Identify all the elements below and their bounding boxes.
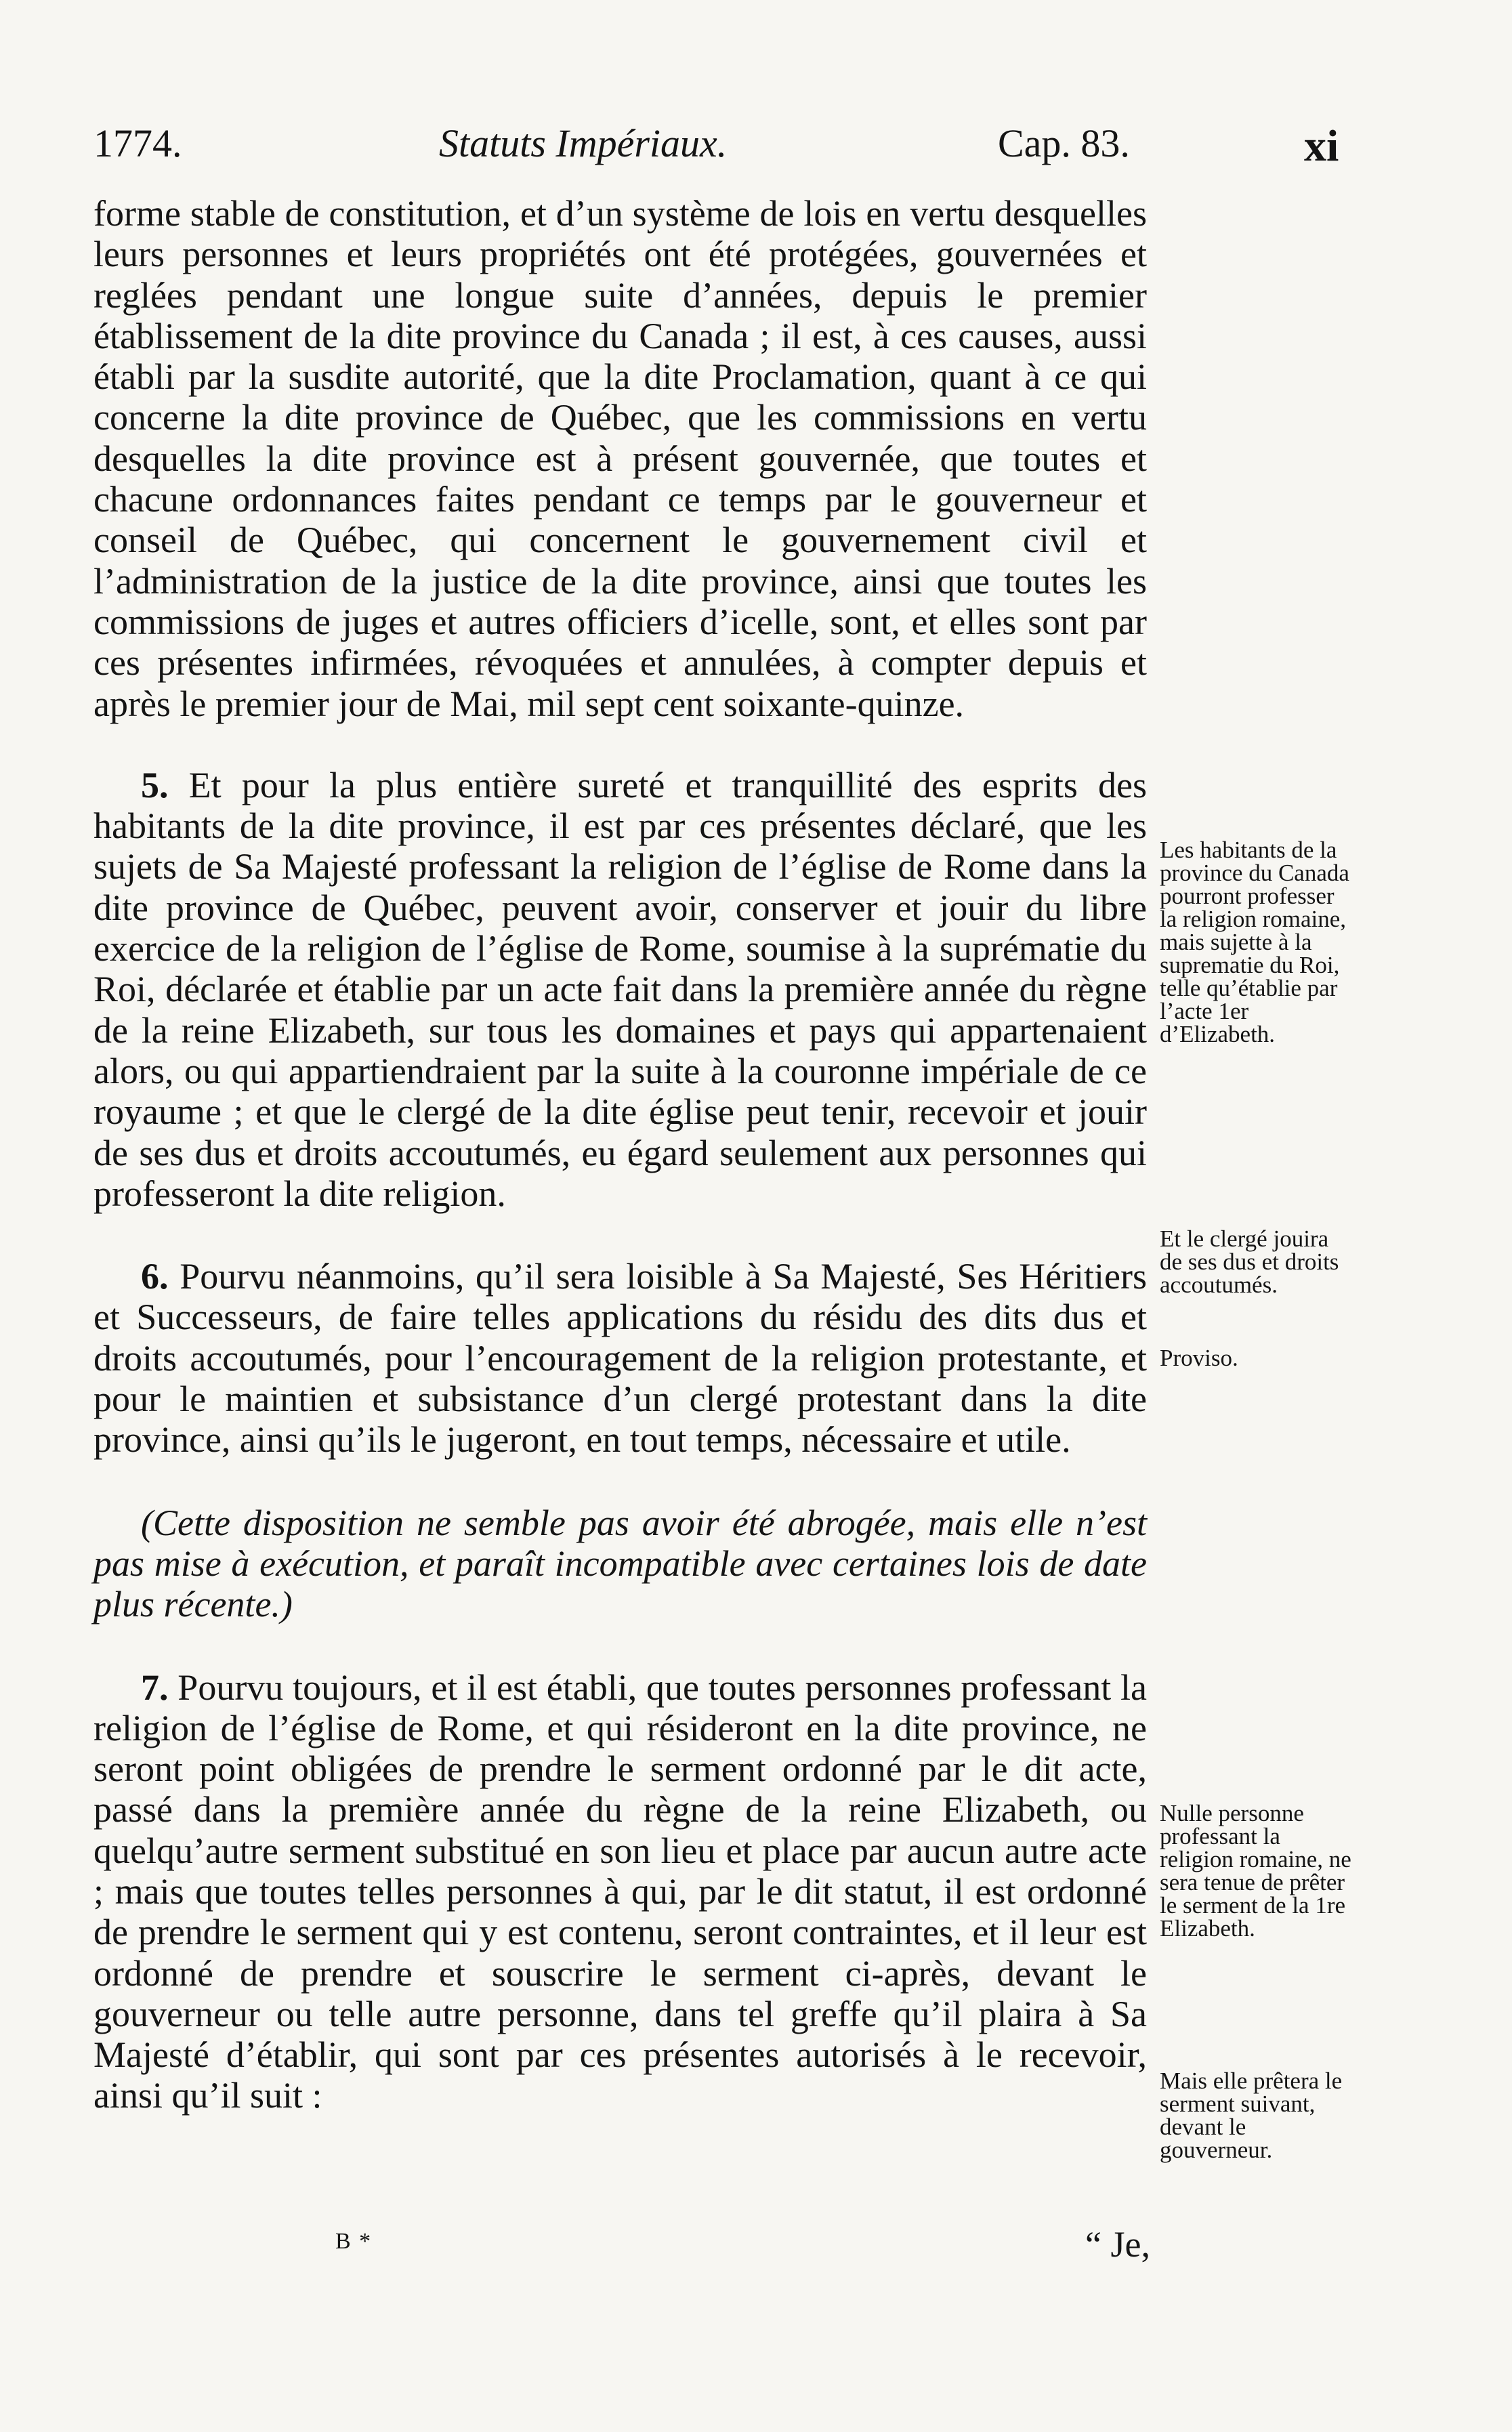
page-number: xi — [1304, 121, 1339, 171]
section-number: 7. — [141, 1666, 169, 1708]
signature-mark: B * — [335, 2229, 373, 2254]
marginal-note-clerge: Et le clergé jouira de ses dus et droits accoutumés. — [1160, 1225, 1339, 1298]
section-text: Pourvu toujours, et il est établi, que toutes personnes professant la religion de l’église de Rome, et qui résideront en la dite province, ne seront point obligées de prendre le serment ordonné par le dit acte, passé dans la première année du règne de la reine Elizabeth, ou quelqu’autre serment substitué en son lieu et place par aucun autre acte ; mais que toutes telles personnes à qui, par le dit statut, il est ordonné de prendre le serment qui y est contenu, seront contraintes, et il leur est ordonné de prendre et souscrire le serment ci-après, devant le gouverneur ou telle autre personne, dans tel greffe qu’il plaira à Sa Majesté d’établir, qui sont par ces présentes autorisés à le recevoir, ainsi qu’il suit : — [93, 1666, 1147, 2116]
section-7 — [93, 1667, 1147, 2116]
catchword: “ Je, — [1085, 2224, 1150, 2265]
section-number: 6. — [141, 1256, 169, 1297]
header-chapter: Cap. 83. — [998, 121, 1130, 165]
header-year: 1774. — [93, 121, 182, 165]
section-6 — [93, 1256, 1147, 1460]
marginal-note-serment: Mais elle prêtera le serment suivant, devant le gouverneur. — [1160, 2068, 1343, 2163]
section-text: Et pour la plus entière sureté et tranquillité des esprits des habitants de la dite province, il est par ces présentes déclaré, que les sujets de Sa Majesté professant la religion de l’église de Rome dans la dite province de Québec, peuvent avoir, conserver et jouir du libre exercice de la religion de l’église de Rome, soumise à la suprématie du Roi, déclarée et établie par un acte fait dans la première année du règne de la reine Elizabeth, sur tous les domaines et pays qui appartenaient alors, ou qui appartiendraient par la suite à la couronne impériale de ce royaume ; et que le clergé de la dite église peut tenir, recevoir et jouir de ses dus et droits accoutumés, eu égard seulement aux personnes qui professeront la dite religion. — [93, 764, 1147, 1214]
main-text-column — [93, 193, 1147, 2158]
section-number: 5. — [141, 764, 169, 805]
running-header — [93, 121, 1353, 175]
marginal-note-proviso: Proviso. — [1160, 1345, 1238, 1371]
marginal-note-nulle-personne: Nulle personne professant la religion romaine, ne sera tenue de prêter le serment de la 1re Elizabeth. — [1160, 1800, 1351, 1942]
continuation-paragraph: forme stable de constitution, et d’un système de lois en vertu desquelles leurs personnes et leurs propriétés ont été protégées, gouvernées et reglées pendant une longue suite d’années, depuis le premier établissement de la dite province du Canada ; il est, à ces causes, aussi établi par la susdite autorité, que la dite Proclamation, quant à ce qui concerne la dite province de Québec, que les commissions en vertu desquelles la dite province est à présent gouvernée, que toutes et chacune ordonnances faites pendant ce temps par le gouverneur et conseil de Québec, qui concernent le gouvernement civil et l’administration de la justice de la dite province, ainsi que toutes les commissions de juges et autres officiers d’icelle, sont, et elles sont par ces présentes infirmées, révoquées et annulées, à compter depuis et après le premier jour de Mai, mil sept cent soixante-quinze. — [93, 193, 1147, 724]
marginal-note-habitants: Les habitants de la province du Canada pourront professer la religion romaine, mais sujette à la suprematie du Roi, telle qu’établie par l’acte 1er d’Elizabeth. — [1160, 837, 1349, 1047]
editorial-note: (Cette disposition ne semble pas avoir été abrogée, mais elle n’est pas mise à exécution, et paraît incompatible avec certaines lois de date plus récente.) — [93, 1502, 1147, 1625]
section-text: Pourvu néanmoins, qu’il sera loisible à Sa Majesté, Ses Héritiers et Successeurs, de faire telles applications du résidu des dits dus et droits accoutumés, pour l’encouragement de la religion protestante, et pour le maintien et subsistance d’un clergé protestant dans la dite province, ainsi qu’ils le jugeront, en tout temps, nécessaire et utile. — [93, 1256, 1148, 1461]
section-5 — [93, 765, 1147, 1214]
header-title: Statuts Impériaux. — [439, 121, 728, 165]
